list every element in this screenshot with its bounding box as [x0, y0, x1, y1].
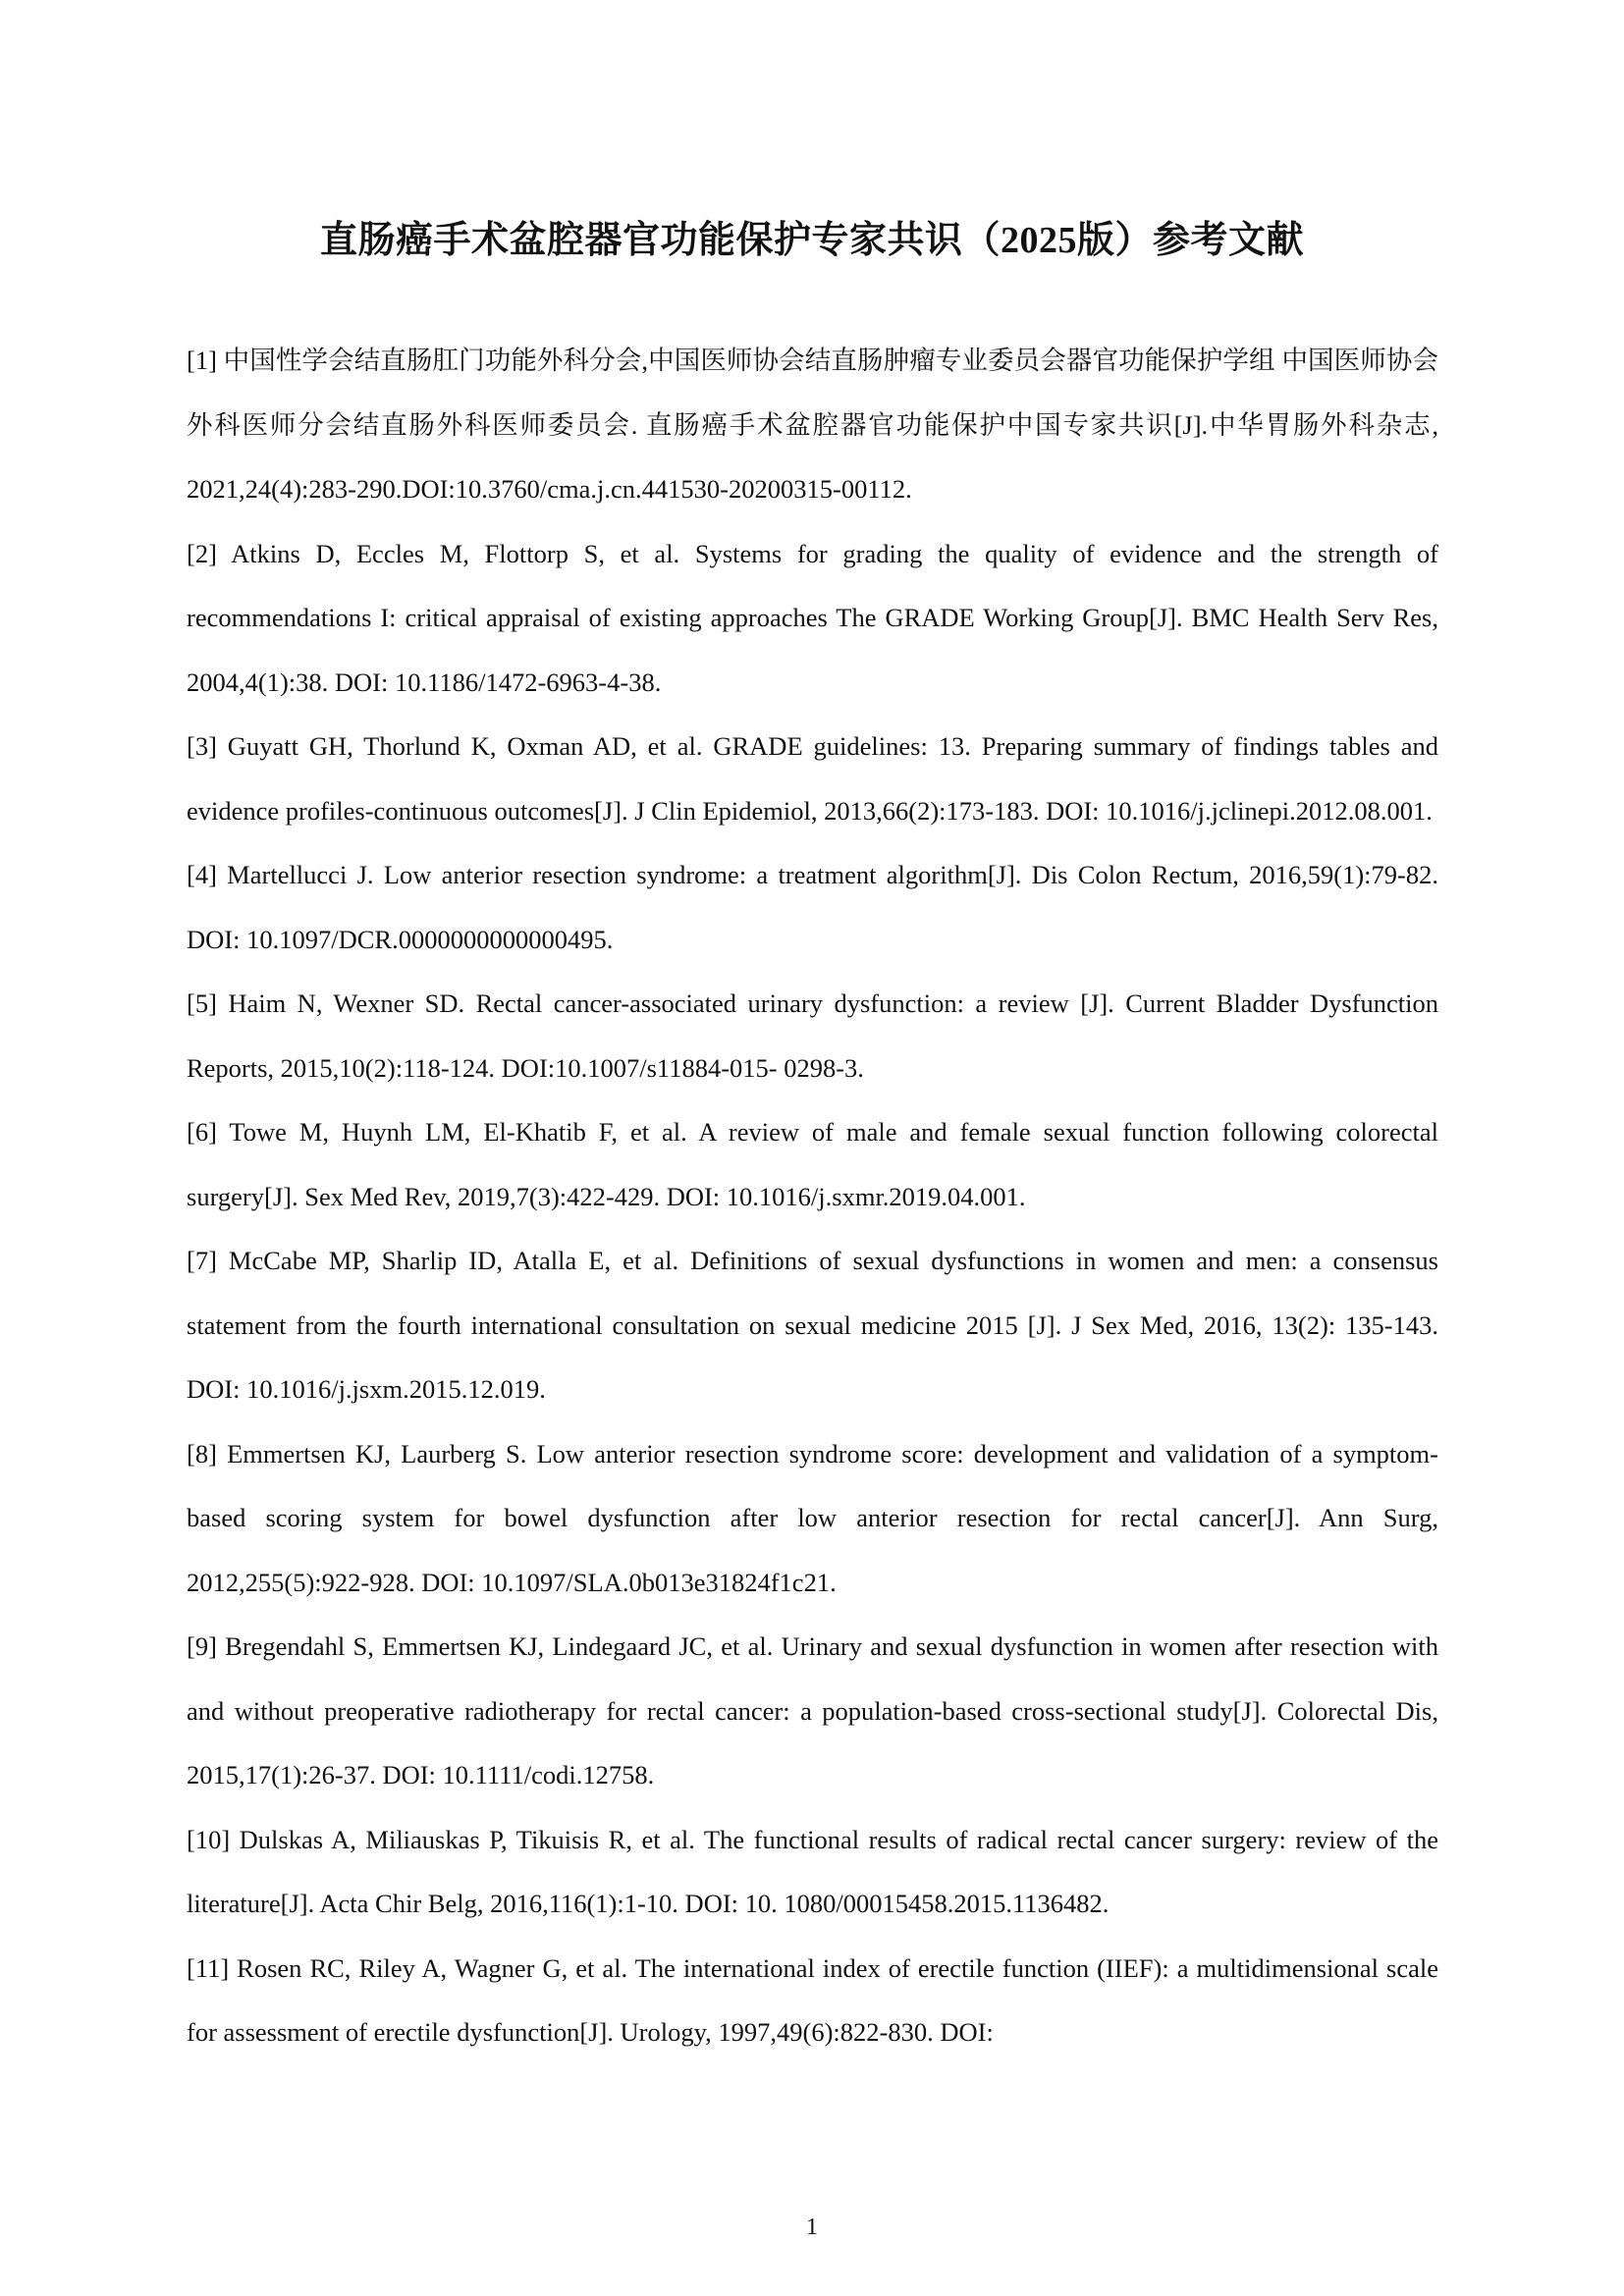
- reference-list: [187, 329, 1438, 2065]
- reference-item-2: [2] Atkins D, Eccles M, Flottorp S, et al. Systems for grading the quality of evidence and the strength of recommendations I: critical appraisal of existing approaches The GRADE Working Group[J]. BMC Health Serv Res, 2004,4(1):38. DOI: 10.1186/1472-6963-4-38.: [187, 538, 1438, 697]
- reference-item-3: [3] Guyatt GH, Thorlund K, Oxman AD, et al. GRADE guidelines: 13. Preparing summary of findings tables and evidence profiles-continuous outcomes[J]. J Clin Epidemiol, 2013,66(2):173-183. DOI: 10.1016/j.jclinepi.2012.08.001.: [187, 731, 1438, 826]
- reference-item-4: [4] Martellucci J. Low anterior resection syndrome: a treatment algorithm[J]. Dis Colon Rectum, 2016,59(1):79-82. DOI: 10.1097/DCR.0000000000000495.: [187, 860, 1438, 954]
- reference-item-1: [1] 中国性学会结直肠肛门功能外科分会,中国医师协会结直肠肿瘤专业委员会器官功能保护学组 中国医师协会外科医师分会结直肠外科医师委员会. 直肠癌手术盆腔器官功能保护中国专家共识[J].中华胃肠外科杂志, 2021,24(4):283-290.DOI:10.3760/cma.j.cn.441530-20200315-00112.: [187, 346, 1438, 504]
- page-number: 1: [806, 2215, 818, 2240]
- reference-item-11: [11] Rosen RC, Riley A, Wagner G, et al. The international index of erectile function (IIEF): a multidimensional scale for assessment of erectile dysfunction[J]. Urology, 1997,49(6):822-830. DOI:: [187, 1952, 1438, 2047]
- reference-item-9: [9] Bregendahl S, Emmertsen KJ, Lindegaard JC, et al. Urinary and sexual dysfunction in women after resection with and without preoperative radiotherapy for rectal cancer: a population-based cross-sectional study[J]. Colorectal Dis, 2015,17(1):26-37. DOI: 10.1111/codi.12758.: [187, 1631, 1438, 1789]
- reference-item-6: [6] Towe M, Huynh LM, El-Khatib F, et al. A review of male and female sexual function following colorectal surgery[J]. Sex Med Rev, 2019,7(3):422-429. DOI: 10.1016/j.sxmr.2019.04.001.: [187, 1117, 1438, 1211]
- reference-item-10: [10] Dulskas A, Miliauskas P, Tikuisis R, et al. The functional results of radical rectal cancer surgery: review of the literature[J]. Acta Chir Belg, 2016,116(1):1-10. DOI: 10. 1080/00015458.2015.1136482.: [187, 1824, 1438, 1918]
- reference-item-8: [8] Emmertsen KJ, Laurberg S. Low anterior resection syndrome score: development and validation of a symptom-based scoring system for bowel dysfunction after low anterior resection for rectal cancer[J]. Ann Surg, 2012,255(5):922-928. DOI: 10.1097/SLA.0b013e31824f1c21.: [187, 1438, 1438, 1597]
- reference-item-5: [5] Haim N, Wexner SD. Rectal cancer-associated urinary dysfunction: a review [J]. Current Bladder Dysfunction Reports, 2015,10(2):118-124. DOI:10.1007/s11884-015- 0298-3.: [187, 988, 1438, 1083]
- document-title: 直肠癌手术盆腔器官功能保护专家共识（2025版）参考文献: [319, 220, 1304, 262]
- reference-item-7: [7] McCabe MP, Sharlip ID, Atalla E, et al. Definitions of sexual dysfunctions in women and men: a consensus statement from the fourth international consultation on sexual medicine 2015 [J]. J Sex Med, 2016, 13(2): 135-143. DOI: 10.1016/j.jsxm.2015.12.019.: [187, 1246, 1438, 1404]
